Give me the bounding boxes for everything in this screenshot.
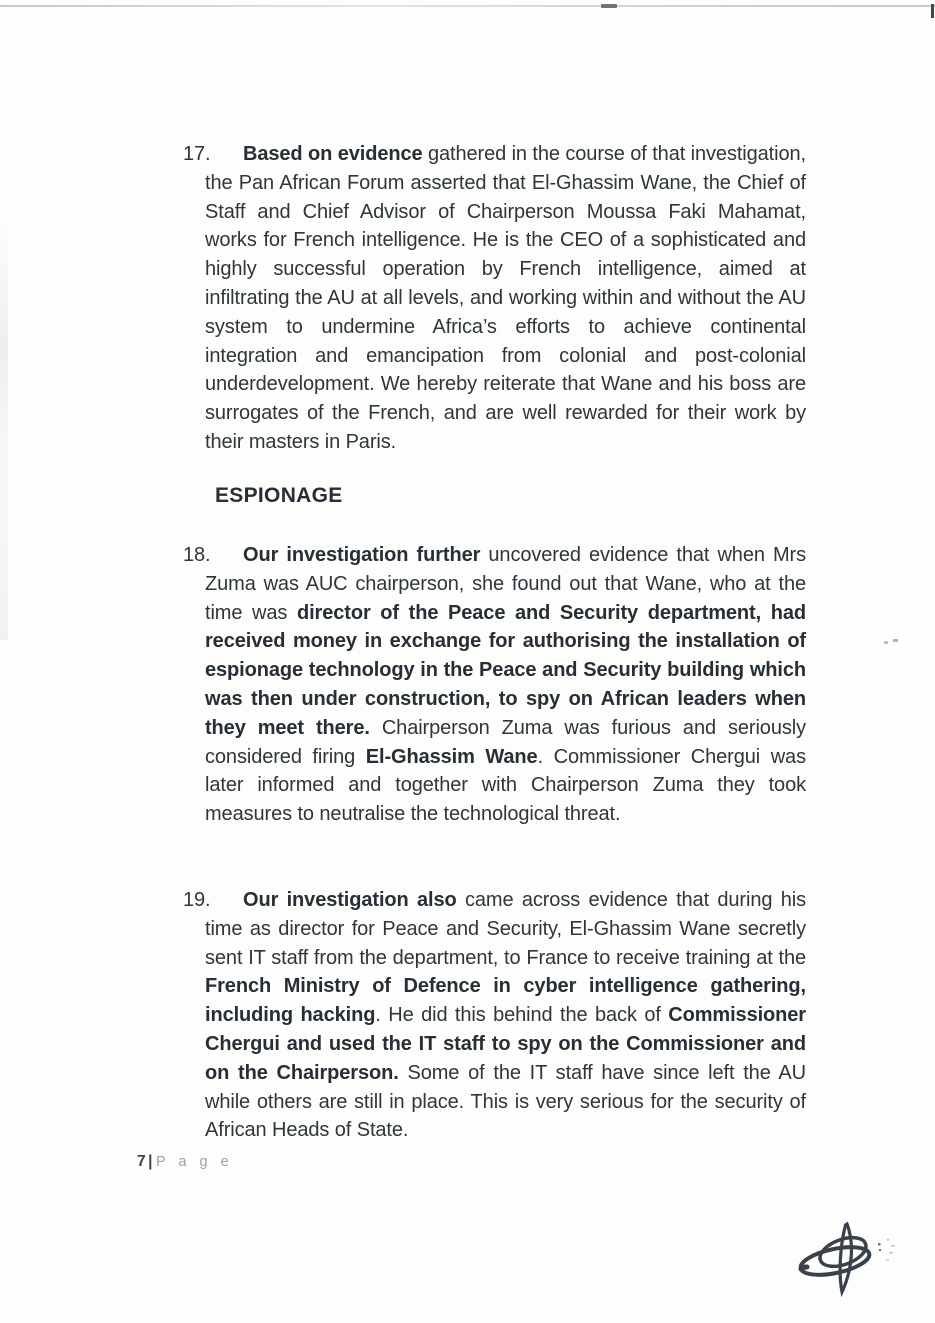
scan-artifact-dash — [601, 4, 617, 8]
section-heading-espionage: ESPIONAGE — [215, 484, 343, 507]
footer-separator: | — [148, 1153, 153, 1170]
text-run-bold: Commissioner Chergui and used the IT staff to spy on the Commissioner and on the Chairperson. — [205, 1004, 806, 1084]
text-run-bold: Our investigation also — [243, 889, 457, 911]
text-run-bold: Our investigation further — [243, 544, 481, 566]
text-run: . Commissioner Chergui was later informed and together with Chairperson Zuma they took measures to neutralise the technological threat. — [205, 745, 806, 826]
signature-scribble — [790, 1208, 905, 1313]
text-run-bold: El-Ghassim Wane — [365, 745, 538, 768]
paragraph-number: 19. — [183, 889, 211, 911]
paragraph-number: 18. — [183, 544, 211, 566]
text-run: came across evidence that during his time as director for Peace and Security, El-Ghassim Wane secretly sent IT staff from the department, to France to receive training at the — [205, 889, 806, 969]
scan-speck — [893, 639, 898, 642]
page-number: 7 — [137, 1153, 147, 1170]
text-run: uncovered evidence that when Mrs Zuma was AUC chairperson, she found out that Wane, who at the time was — [205, 544, 806, 624]
text-run: gathered in the course of that investigation, the Pan African Forum asserted that El-Ghassim Wane, the Chief of Staff and Chief Advisor of Chairperson Moussa Faki Mahamat, works for French intelligence. He is the CEO of a sophisticated and highly successful operation by French intelligence, aimed at infiltrating the AU at all levels, and working within and without the AU system to undermine Africa’s efforts to achieve continental integration and emancipation from colonial and post-colonial underdevelopment. We hereby reiterate that Wane and his boss are surrogates of the French, and are well rewarded for their work by their masters in Paris. — [205, 143, 806, 453]
text-run-bold: French Ministry of Defence in cyber intelligence gathering, including hacking — [205, 975, 806, 1027]
paragraph-18 — [183, 541, 806, 829]
text-run: Some of the IT staff have since left the AU while others are still in place. This is very serious for the security of African Heads of State. — [205, 1061, 806, 1142]
scan-edge-smudge — [0, 220, 8, 640]
scan-speck — [884, 641, 888, 644]
scan-edge-line — [0, 5, 935, 7]
text-run-bold: Based on evidence — [243, 143, 423, 165]
scan-artifact-corner — [931, 4, 934, 18]
page-footer — [137, 1153, 233, 1171]
text-run-bold: director of the Peace and Security department, had received money in exchange for authorising the installation of espionage technology in the Peace and Security building which was then under construction, to spy on African leaders when they meet there. — [205, 601, 806, 739]
paragraph-19 — [183, 886, 806, 1145]
paragraph-17 — [183, 140, 806, 457]
footer-page-label: P a g e — [155, 1154, 234, 1170]
paragraph-number: 17. — [183, 143, 211, 165]
text-run: . He did this behind the back of — [375, 1004, 669, 1027]
text-run: Chairperson Zuma was furious and seriously considered firing — [205, 716, 806, 768]
